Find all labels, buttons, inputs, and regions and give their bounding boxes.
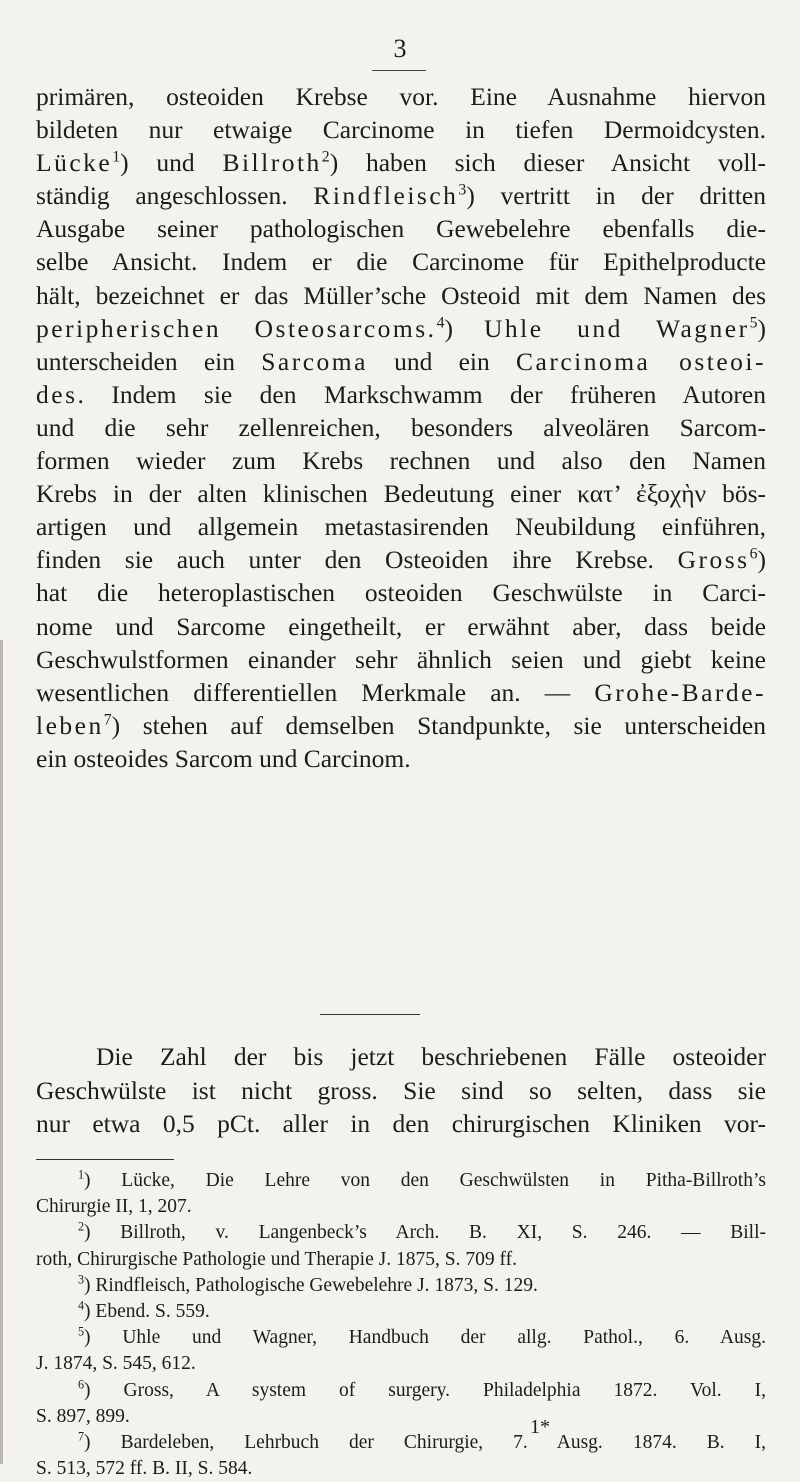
text-line: selbe Ansicht. Indem er die Carcinome für Epithelproducte (36, 247, 766, 277)
footnote-line: $^7$) Bardeleben, Lehrbuch der Chirurgie, 7. Ausg. 1874. B. I, (78, 1429, 766, 1454)
page-number-underline (372, 70, 426, 71)
footnote-mark: 4 (78, 1298, 85, 1313)
spaced-name: Billroth (222, 148, 322, 178)
text-line: des. Indem sie den Markschwamm der früheren Autoren (36, 379, 766, 409)
footnotes (36, 1168, 766, 1482)
text-line: Die Zahl der bis jetzt beschriebenen Fälle osteoider (96, 1042, 766, 1071)
footnote-mark: 2 (78, 1219, 85, 1234)
spaced-name: peripherischen Osteosarcoms. (36, 313, 437, 343)
footnote-mark: 5 (78, 1324, 85, 1339)
text-line: wesentlichen differentiellen Merkmale an. — Grohe-Barde- (36, 677, 766, 707)
spaced-name: Gross (677, 545, 750, 575)
text-line: Geschwülste ist nicht gross. Sie sind so selten, dass sie (36, 1075, 766, 1105)
text-line: Krebs in der alten klinischen Bedeutung einer κατ’ ἐξοχὴν bös- (36, 479, 766, 509)
text-line: artigen und allgemein metastasirenden Neubildung einführen, (36, 512, 766, 542)
text-line: Lücke$^1$) und Billroth$^2$) haben sich dieser Ansicht voll- (36, 148, 767, 178)
text-line: bildeten nur etwaige Carcinome in tiefen Dermoidcysten. (36, 115, 766, 145)
section-divider (320, 1014, 420, 1015)
text-line: ständig angeschlossen. Rindfleisch$^3$) vertritt in der dritten (36, 181, 766, 211)
text-line: peripherischen Osteosarcoms.$^4$) Uhle und Wagner$^5$) (36, 313, 767, 343)
footnote-reference: 2 (321, 148, 330, 166)
footnote-mark: 7 (78, 1429, 85, 1444)
footnote-reference: 1 (112, 148, 121, 166)
spaced-name: Uhle und Wagner (484, 313, 750, 343)
text-line: nur etwa 0,5 pCt. aller in den chirurgischen Kliniken vor- (36, 1109, 766, 1138)
footnote-line: $^2$) Billroth, v. Langenbeck’s Arch. B. XI, S. 246. — Bill- (78, 1219, 766, 1244)
page-number: 3 (393, 34, 407, 63)
footnote-line: $^5$) Uhle und Wagner, Handbuch der allg. Pathol., 6. Ausg. (78, 1324, 766, 1349)
footnote-line: J. 1874, S. 545, 612. (36, 1353, 196, 1375)
text-line: primären, osteoiden Krebse vor. Eine Ausnahme hiervon (36, 82, 766, 111)
text-line: hat die heteroplastischen osteoiden Geschwülste in Carci- (36, 578, 766, 608)
footnote-reference: 3 (458, 181, 467, 199)
footnote-line: S. 897, 899. (36, 1405, 130, 1427)
footnote-reference: 4 (436, 314, 445, 332)
spaced-name: Rindfleisch (313, 181, 459, 211)
text-line: unterscheiden ein Sarcoma und ein Carcinoma osteoi- (36, 346, 766, 376)
spaced-name: Carcinoma osteoi- (516, 346, 766, 376)
footnote-reference: 7 (103, 711, 112, 729)
text-line: ein osteoides Sarcom und Carcinom. (36, 743, 411, 773)
footnote-line: $^3$) Rindfleisch, Pathologische Gewebelehre J. 1873, S. 129. (78, 1272, 538, 1296)
footnote-line: $^1$) Lücke, Die Lehre von den Geschwülsten in Pitha-Billroth’s (78, 1167, 766, 1191)
footnote-mark: 1 (78, 1167, 85, 1182)
footnote-line: S. 513, 572 ff. B. II, S. 584. (36, 1458, 253, 1480)
text-line: finden sie auch unter den Osteoiden ihre Krebse. Gross$^6$) (36, 545, 766, 575)
page-binding-edge (0, 640, 3, 1464)
footnote-mark: 6 (78, 1377, 85, 1392)
text-line: nome und Sarcome eingetheilt, er erwähnt aber, dass beide (36, 611, 766, 641)
spaced-name: leben (36, 710, 104, 740)
text-line: Ausgabe seiner pathologischen Gewebelehre ebenfalls die- (36, 214, 766, 244)
spaced-name: Grohe-Barde- (594, 677, 766, 707)
footnote-mark: 3 (78, 1272, 85, 1287)
text-line: leben$^7$) stehen auf demselben Standpunkte, sie unterscheiden (36, 710, 766, 740)
footnote-rule (36, 1159, 174, 1160)
footnote-line: Chirurgie II, 1, 207. (36, 1196, 192, 1218)
text-line: hält, bezeichnet er das Müller’sche Osteoid mit dem Namen des (36, 280, 766, 310)
text-line: Geschwulstformen einander sehr ähnlich seien und giebt keine (36, 644, 766, 674)
text-line: formen wieder zum Krebs rechnen und also den Namen (36, 446, 766, 476)
footnote-line: $^4$) Ebend. S. 559. (78, 1298, 210, 1323)
second-paragraph (36, 1040, 766, 1141)
footnote-line: roth, Chirurgische Pathologie und Therapie J. 1875, S. 709 ff. (36, 1248, 517, 1270)
footnote-reference: 6 (749, 545, 758, 563)
text-line: und die sehr zellenreichen, besonders alveolären Sarcom- (36, 412, 766, 442)
spaced-name: des (36, 379, 78, 409)
signature-mark: 1* (530, 1416, 550, 1438)
spaced-name: Lücke (36, 148, 113, 178)
footnote-line: $^6$) Gross, A system of surgery. Philadelphia 1872. Vol. I, (78, 1377, 766, 1401)
footnote-reference: 5 (749, 314, 758, 332)
main-paragraph (36, 80, 766, 775)
spaced-name: Sarcoma (261, 346, 368, 376)
